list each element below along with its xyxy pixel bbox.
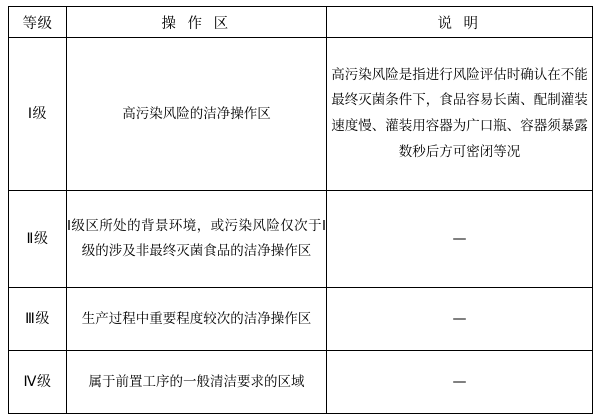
cell-grade-3: Ⅲ级 — [9, 288, 67, 351]
table-row — [9, 351, 593, 414]
table-row — [9, 191, 593, 288]
cell-grade-4: Ⅳ级 — [9, 351, 67, 414]
cell-description-3: — — [327, 288, 593, 351]
cell-zone-3: 生产过程中重要程度较次的洁净操作区 — [67, 288, 327, 351]
cell-zone-2: Ⅰ级区所处的背景环境，或污染风险仅次于Ⅰ级的涉及非最终灭菌食品的洁净操作区 — [67, 191, 327, 288]
table-header-row — [9, 7, 593, 38]
cell-description-2: — — [327, 191, 593, 288]
cell-zone-4: 属于前置工序的一般清洁要求的区域 — [67, 351, 327, 414]
cell-description-1: 高污染风险是指进行风险评估时确认在不能最终灭菌条件下，食品容易长菌、配制灌装速度慢、灌装用容器为广口瓶、容器须暴露数秒后方可密闭等况 — [327, 38, 593, 191]
table-row — [9, 288, 593, 351]
cell-grade-1: Ⅰ级 — [9, 38, 67, 191]
column-header-zone: 操 作 区 — [67, 7, 327, 38]
column-header-grade: 等级 — [9, 7, 67, 38]
column-header-description: 说 明 — [327, 7, 593, 38]
cell-zone-1: 高污染风险的洁净操作区 — [67, 38, 327, 191]
cell-description-4: — — [327, 351, 593, 414]
table-header — [9, 7, 593, 38]
table-row — [9, 38, 593, 191]
table-body — [9, 38, 593, 414]
grade-classification-table — [8, 6, 593, 414]
cell-grade-2: Ⅱ级 — [9, 191, 67, 288]
